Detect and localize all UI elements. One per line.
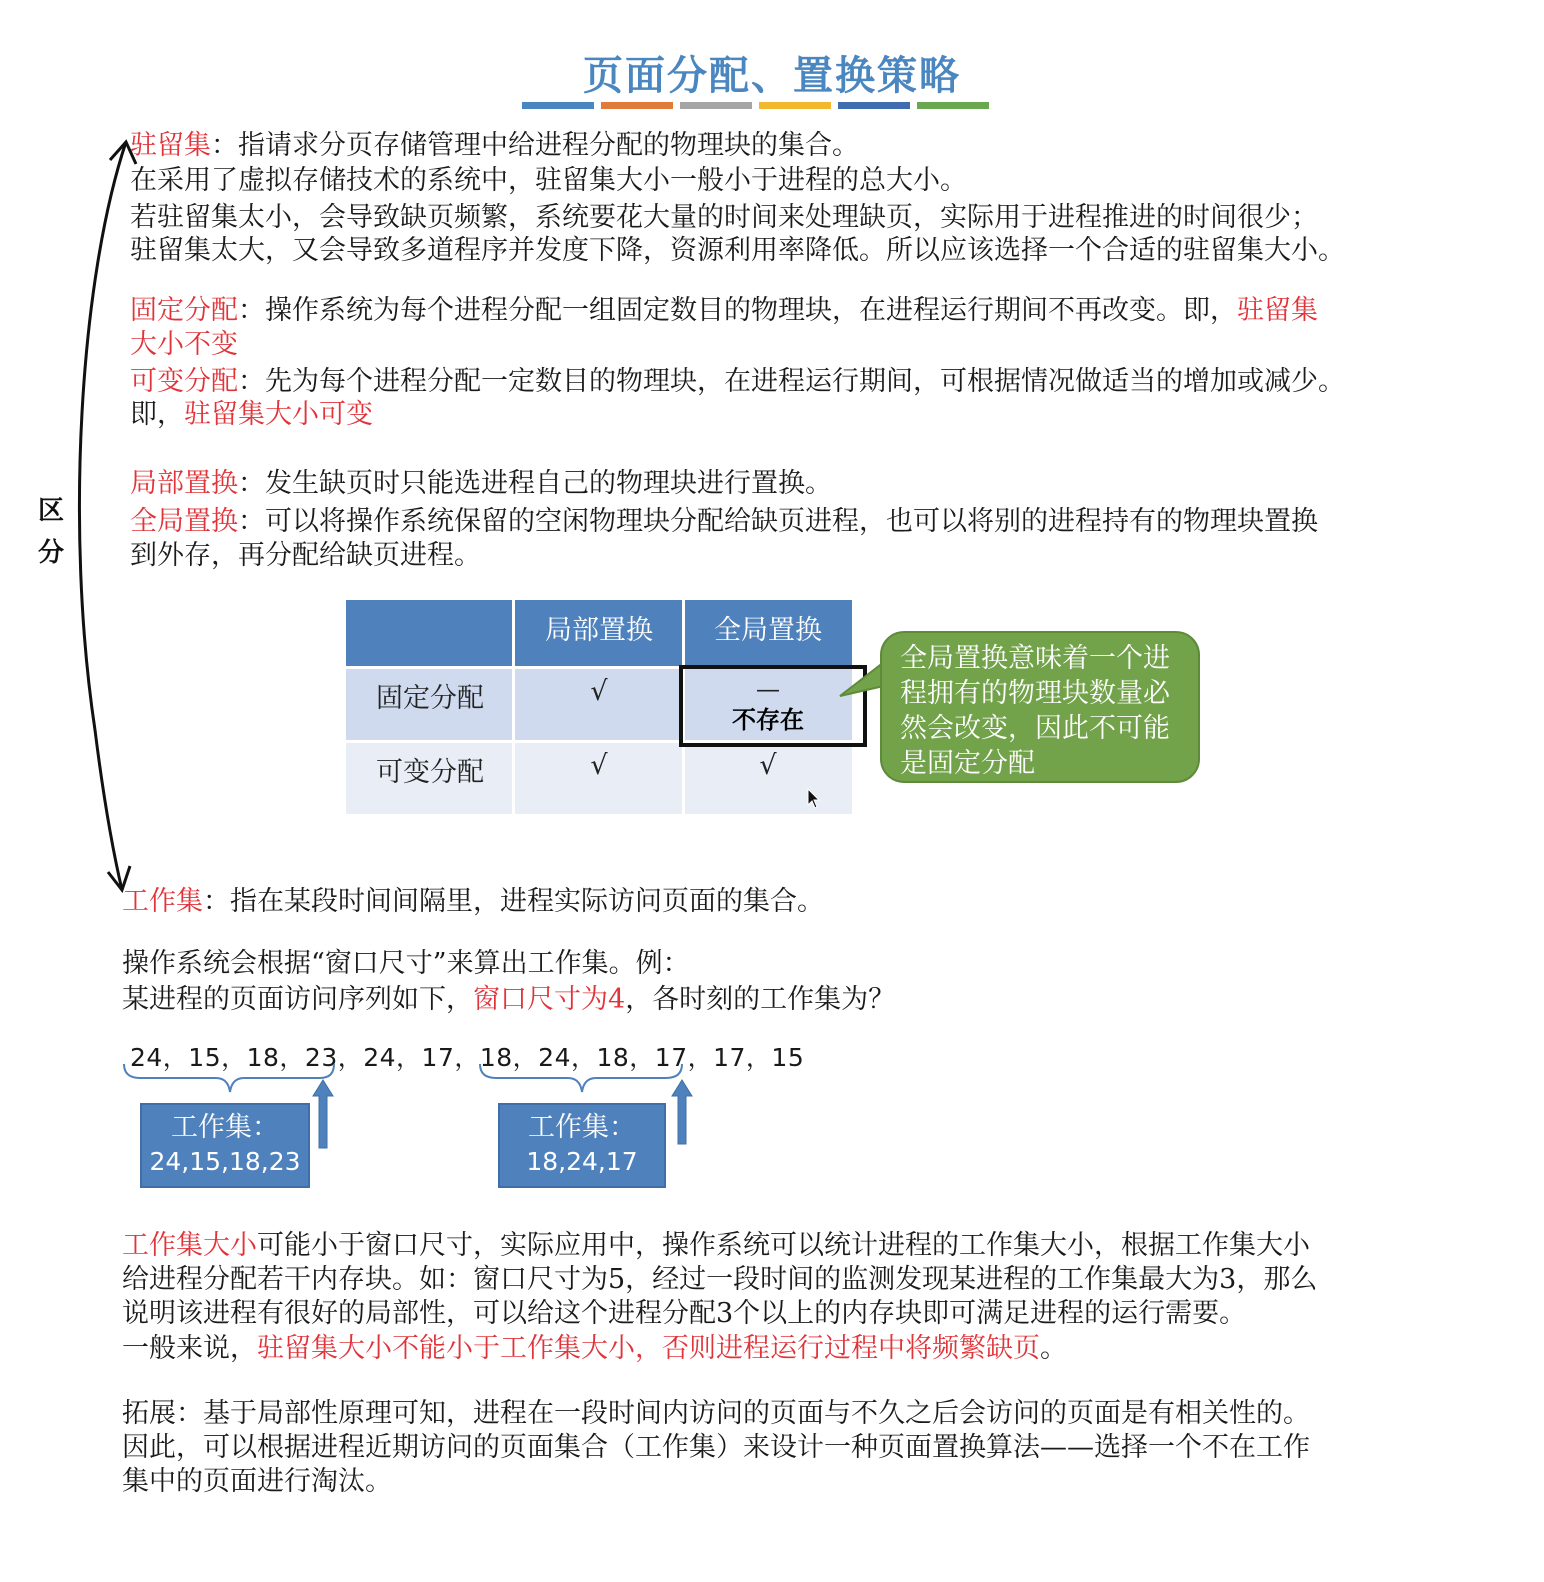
title-colorbar-2 [601,102,673,109]
working-set-definition: 工作集：指在某段时间间隔里，进程实际访问页面的集合。 [122,886,824,917]
resident-set-definition: 驻留集：指请求分页存储管理中给进程分配的物理块的集合。 [130,130,859,161]
local-replacement-term: 局部置换 [130,468,238,499]
working-set-size-line1: 工作集大小可能小于窗口尺寸，实际应用中，操作系统可以统计进程的工作集大小，根据工作集大小 [122,1230,1310,1261]
table-cell-variable-global: √ [684,742,852,814]
global-replacement-line1: 全局置换：可以将操作系统保留的空闲物理块分配给缺页进程，也可以将别的进程持有的物理块置换 [130,506,1318,537]
global-replacement-line2: 到外存，再分配给缺页进程。 [130,540,481,571]
table-header-empty [346,600,514,668]
not-exist-note: 不存在 [732,705,804,734]
working-set-line2: 操作系统会根据“窗口尺寸”来算出工作集。例： [122,948,690,979]
callout-pointer [836,660,886,700]
table-divider [512,600,515,814]
working-set-box-2: 工作集： 18,24,17 [498,1103,666,1188]
resident-set-term: 驻留集 [130,130,211,161]
title-colorbar-3 [680,102,752,109]
working-set-box-1: 工作集： 24,15,18,23 [140,1103,310,1188]
side-label-char-2: 分 [38,538,65,568]
resident-set-line4: 驻留集太大，又会导致多道程序并发度下降，资源利用率降低。所以应该选择一个合适的驻留集大小。 [130,235,1345,266]
extension-line2: 因此，可以根据进程近期访问的页面集合（工作集）来设计一种页面置换算法——选择一个不在工作 [122,1432,1310,1463]
global-replacement-term: 全局置换 [130,506,238,537]
page-title: 页面分配、置换策略 [583,53,961,99]
working-set-size-line3: 说明该进程有很好的局部性，可以给这个进程分配3个以上的内存块即可满足进程的运行需要。 [122,1298,1247,1329]
variable-allocation-term: 可变分配 [130,366,238,397]
working-set-term: 工作集 [122,886,203,917]
title-colorbar-6 [917,102,989,109]
title-colorbar-4 [759,102,831,109]
title-colorbar-1 [522,102,594,109]
table-cell-variable-local: √ [514,742,684,814]
resident-set-line2: 在采用了虚拟存储技术的系统中，驻留集大小一般小于进程的总大小。 [130,165,967,196]
extension-line3: 集中的页面进行淘汰。 [122,1466,392,1497]
working-set-size-term: 工作集大小 [122,1230,257,1261]
extension-line1: 拓展：基于局部性原理可知，进程在一段时间内访问的页面与不久之后会访问的页面是有相关性的。 [122,1398,1310,1429]
page-access-sequence: 24，15，18，23，24，17，18，24，18，17，17，15 [130,1043,805,1072]
side-label-char-1: 区 [38,496,65,526]
global-replacement-callout: 全局置换意味着一个进程拥有的物理块数量必然会改变，因此不可能是固定分配 [880,631,1200,783]
table-cell-fixed-local: √ [514,668,684,742]
title-colorbar-5 [838,102,910,109]
fixed-allocation-term: 固定分配 [130,295,238,326]
up-arrow-icon [311,1078,335,1150]
table-cell-fixed-global: — 不存在 [684,668,852,742]
working-set-size-line4: 一般来说，驻留集大小不能小于工作集大小，否则进程运行过程中将频繁缺页。 [122,1333,1067,1364]
variable-allocation-line1: 可变分配：先为每个进程分配一定数目的物理块，在进程运行期间，可根据情况做适当的增加或减少。 [130,366,1345,397]
variable-allocation-line2: 即，驻留集大小可变 [130,399,373,430]
table-header-local: 局部置换 [514,600,684,668]
mouse-cursor-icon [806,788,822,810]
table-row-label-fixed: 固定分配 [346,668,514,742]
fixed-allocation-line2: 大小不变 [130,329,238,360]
resident-set-line3: 若驻留集太小，会导致缺页频繁，系统要花大量的时间来处理缺页，实际用于进程推进的时间很少； [130,202,1318,233]
window-brace-1 [120,1060,340,1100]
fixed-allocation-line1: 固定分配：操作系统为每个进程分配一组固定数目的物理块，在进程运行期间不再改变。即，驻留集 [130,295,1318,326]
table-row-label-variable: 可变分配 [346,742,514,814]
window-brace-2 [476,1060,688,1100]
table-header-global: 全局置换 [684,600,852,668]
local-replacement: 局部置换：发生缺页时只能选进程自己的物理块进行置换。 [130,468,832,499]
working-set-size-line2: 给进程分配若干内存块。如：窗口尺寸为5，经过一段时间的监测发现某进程的工作集最大为3，那么 [122,1264,1318,1295]
up-arrow-icon [670,1078,694,1146]
working-set-line3: 某进程的页面访问序列如下，窗口尺寸为4，各时刻的工作集为？ [122,984,896,1015]
